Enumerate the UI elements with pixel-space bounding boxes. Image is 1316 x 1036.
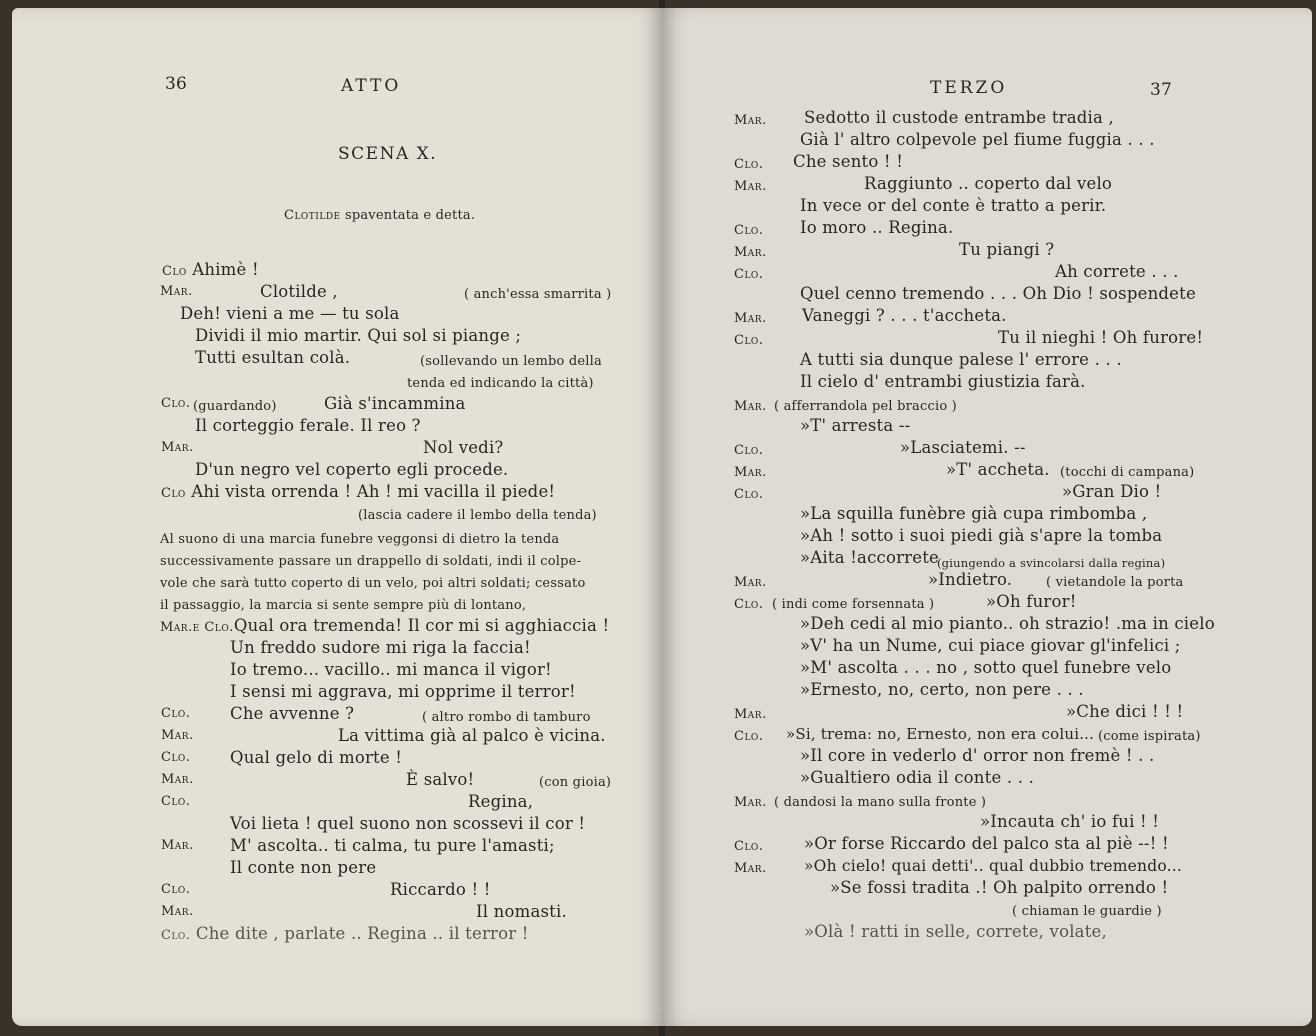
- speaker: Mar.: [734, 707, 767, 722]
- speaker: Clo.: [734, 729, 764, 744]
- left-page: [12, 8, 662, 1026]
- r-line-10: Vaneggi ? . . . t'accheta.: [802, 306, 1007, 325]
- r-line-28: »Che dici ! ! !: [1066, 702, 1184, 721]
- speaker: Mar.: [734, 465, 767, 480]
- line-21: Che avvenne ?: [230, 704, 355, 723]
- r-line-20: »Ah ! sotto i suoi piedi già s'apre la tomba: [800, 526, 1163, 545]
- line-4: Dividi il mio martir. Qui sol si piange ;: [195, 326, 522, 345]
- stage-direction: vole che sarà tutto coperto di un velo, poi altri soldati; cessato: [160, 576, 586, 591]
- r-line-16: »Lasciatemi. --: [900, 438, 1026, 457]
- speaker: Clo.: [734, 597, 764, 612]
- speaker: Mar.: [161, 904, 194, 919]
- line-25: Regina,: [468, 792, 534, 811]
- line-30: Il nomasti.: [476, 902, 567, 921]
- running-head-right: TERZO: [930, 78, 1008, 98]
- r-line-26: »M' ascolta . . . no , sotto quel funebre velo: [800, 658, 1172, 677]
- speaker: Mar.: [161, 728, 194, 743]
- speaker: Clo.: [161, 882, 191, 897]
- speaker: Mar.: [734, 113, 767, 128]
- speaker: Clo.: [734, 839, 764, 854]
- speaker: Clo.: [734, 267, 764, 282]
- stage-direction: (sollevando un lembo della: [420, 354, 602, 369]
- r-line-17: »T' accheta.: [946, 460, 1050, 479]
- stage-direction: il passaggio, la marcia si sente sempre più di lontano,: [160, 598, 527, 613]
- speaker: Mar.: [734, 179, 767, 194]
- line-22: La vittima già al palco è vicina.: [338, 726, 606, 745]
- r-line-9: Quel cenno tremendo . . . Oh Dio ! sospendete: [800, 284, 1196, 303]
- r-line-7: Tu piangi ?: [959, 240, 1055, 259]
- line-11: Clo Ahi vista orrenda ! Ah ! mi vacilla il piede!: [161, 482, 556, 501]
- stage-direction: ( altro rombo di tamburo: [422, 710, 591, 725]
- stage-direction: (con gioia): [539, 775, 612, 790]
- r-line-36: »Se fossi tradita .! Oh palpito orrendo !: [830, 878, 1169, 897]
- r-line-8: Ah correte . . .: [1055, 262, 1179, 281]
- stage-direction: (guardando): [193, 399, 277, 414]
- r-line-13: Il cielo d' entrambi giustizia farà.: [800, 372, 1086, 391]
- speaker: Clo.: [734, 223, 764, 238]
- speaker: Mar.: [734, 245, 767, 260]
- line-31: Clo. Che dite , parlate .. Regina .. il terror !: [161, 924, 529, 943]
- stage-direction: ( anch'essa smarrita ): [464, 287, 612, 302]
- line-1: Clo Ahimè !: [162, 260, 259, 279]
- r-line-23: »Oh furor!: [986, 592, 1077, 611]
- r-line-15: »T' arresta --: [800, 416, 911, 435]
- speaker: Mar.: [734, 795, 767, 810]
- r-line-21: »Aita !accorrete: [800, 548, 940, 567]
- speaker: Mar.: [734, 575, 767, 590]
- r-line-22: »Indietro.: [928, 570, 1013, 589]
- page-number-right: 37: [1150, 80, 1173, 100]
- speaker: Clo.: [161, 794, 191, 809]
- r-line-11: Tu il nieghi ! Oh furore!: [998, 328, 1204, 347]
- r-line-27: »Ernesto, no, certo, non pere . . .: [800, 680, 1084, 699]
- speaker: Clo.: [734, 157, 764, 172]
- line-18: Un freddo sudore mi riga la faccia!: [230, 638, 531, 657]
- right-page: [662, 8, 1312, 1026]
- speaker: Mar.: [734, 399, 767, 414]
- page-number-left: 36: [165, 74, 188, 94]
- speaker: Mar.: [734, 311, 767, 326]
- line-10: D'un negro vel coperto egli procede.: [195, 460, 509, 479]
- scene-persons: Clotilde spaventata e detta.: [284, 208, 476, 223]
- speaker: Clo.: [734, 443, 764, 458]
- r-line-18: »Gran Dio !: [1062, 482, 1162, 501]
- speaker: Mar.: [161, 772, 194, 787]
- line-3: Deh! vieni a me — tu sola: [180, 304, 400, 323]
- speaker: Mar.: [161, 838, 194, 853]
- line-28: Il conte non pere: [230, 858, 377, 877]
- line-24: È salvo!: [406, 770, 475, 789]
- r-line-25: »V' ha un Nume, cui piace giovar gl'infelici ;: [800, 636, 1181, 655]
- r-line-30: »Il core in vederlo d' orror non fremè ! . .: [800, 746, 1155, 765]
- r-line-2: Già l' altro colpevole pel fiume fuggia . . .: [800, 130, 1155, 149]
- speaker: Clo.: [161, 396, 191, 411]
- speaker: Clo.: [161, 750, 191, 765]
- r-line-6: Io moro .. Regina.: [800, 218, 954, 237]
- stage-direction: Al suono di una marcia funebre veggonsi di dietro la tenda: [160, 532, 560, 547]
- r-line-24: »Deh cedi al mio pianto.. oh strazio! .ma in cielo: [800, 614, 1215, 633]
- line-8: Il corteggio ferale. Il reo ?: [195, 416, 421, 435]
- speaker: Mar.: [161, 440, 194, 455]
- stage-direction: ( vietandole la porta: [1046, 575, 1184, 590]
- line-27: M' ascolta.. ti calma, tu pure l'amasti;: [230, 836, 555, 855]
- line-5: Tutti esultan colà.: [195, 348, 351, 367]
- line-7: Già s'incammina: [324, 394, 466, 413]
- r-line-35: »Oh cielo! quai detti'.. qual dubbio tremendo...: [804, 857, 1182, 875]
- speaker: Mar.: [734, 861, 767, 876]
- stage-direction: ( afferrandola pel braccio ): [774, 399, 957, 414]
- speaker: Clo.: [734, 333, 764, 348]
- stage-direction: (tocchi di campana): [1060, 465, 1195, 480]
- line-29: Riccardo ! !: [390, 880, 491, 899]
- stage-direction: ( chiaman le guardie ): [1012, 904, 1162, 919]
- line-17: Mar.e Clo.Qual ora tremenda! Il cor mi si agghiaccia !: [160, 616, 610, 635]
- r-line-29: »Si, trema: no, Ernesto, non era colui...: [786, 725, 1095, 743]
- r-line-19: »La squilla funèbre già cupa rimbomba ,: [800, 504, 1148, 523]
- r-line-33: »Incauta ch' io fui ! !: [980, 812, 1160, 831]
- running-head-left: ATTO: [341, 76, 402, 96]
- speaker: Clo.: [734, 487, 764, 502]
- stage-direction: successivamente passare un drappello di soldati, indi il colpe-: [160, 554, 582, 569]
- stage-direction: tenda ed indicando la città): [407, 376, 594, 391]
- stage-direction: ( dandosi la mano sulla fronte ): [774, 795, 987, 810]
- line-2: Clotilde ,: [260, 282, 338, 301]
- r-line-34: »Or forse Riccardo del palco sta al piè --! !: [804, 834, 1169, 853]
- r-line-4: Raggiunto .. coperto dal velo: [864, 174, 1113, 193]
- r-line-38: »Olà ! ratti in selle, correte, volate,: [804, 922, 1107, 941]
- line-20: I sensi mi aggrava, mi opprime il terror!: [230, 682, 576, 701]
- stage-direction: ( indi come forsennata ): [772, 597, 935, 612]
- r-line-3: Che sento ! !: [793, 152, 904, 171]
- r-line-1: Sedotto il custode entrambe tradia ,: [804, 108, 1114, 127]
- speaker: Mar.: [160, 284, 193, 299]
- line-9: Nol vedi?: [423, 438, 504, 457]
- r-line-31: »Gualtiero odia il conte . . .: [800, 768, 1035, 787]
- stage-direction: (giungendo a svincolarsi dalla regina): [937, 556, 1166, 570]
- speaker: Clo.: [161, 706, 191, 721]
- r-line-12: A tutti sia dunque palese l' errore . . .: [800, 350, 1122, 369]
- line-26: Voi lieta ! quel suono non scossevi il cor !: [230, 814, 586, 833]
- stage-direction: (come ispirata): [1098, 729, 1201, 744]
- line-23: Qual gelo di morte !: [230, 748, 403, 767]
- stage-direction: (lascia cadere il lembo della tenda): [358, 508, 597, 523]
- scene-title: SCENA X.: [338, 144, 438, 164]
- line-19: Io tremo... vacillo.. mi manca il vigor!: [230, 660, 552, 679]
- r-line-5: In vece or del conte è tratto a perir.: [800, 196, 1107, 215]
